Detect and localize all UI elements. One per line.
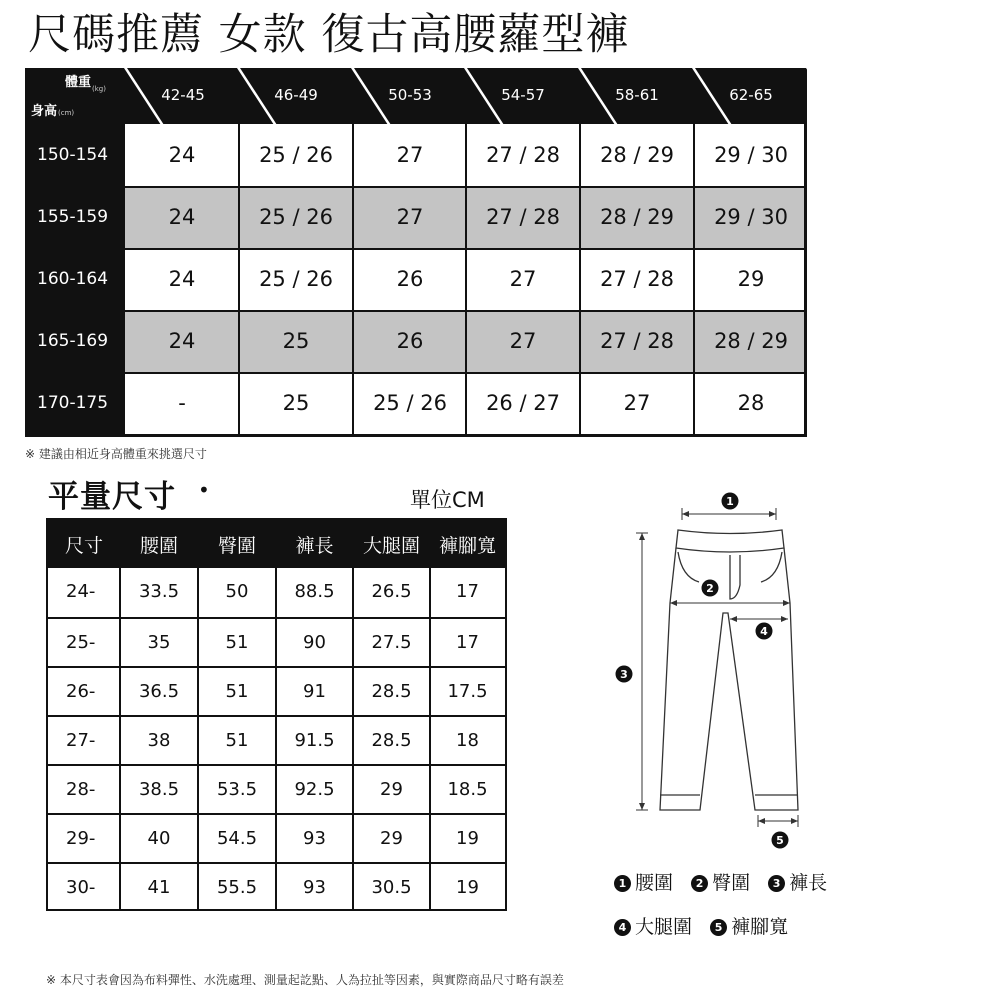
measurements-header [48,520,505,568]
legend-line-1 [614,868,827,895]
measurement-cell: 19 [456,877,479,898]
marker-1 [722,493,739,510]
measurement-cell: 27.5 [371,632,412,653]
measurement-cell: 51 [225,730,249,751]
measurement-cell: 30.5 [371,877,412,898]
weight-range-header: 50-53 [388,86,432,104]
measurement-cell: 38 [147,730,171,751]
pants-measurement-diagram [600,485,830,855]
measurement-column-header: 大腿圍 [362,534,420,557]
column-divider [275,568,277,909]
size-cell: 27 / 28 [579,310,693,372]
measurement-cell: 17 [456,632,479,653]
size-cell: 24 [168,267,196,291]
weight-unit-label: (kg) [92,85,106,93]
measurement-cell: 25- [66,632,96,653]
svg-text:4: 4 [760,625,768,638]
size-recommendation-table [25,68,807,437]
weight-range-header: 62-65 [729,86,773,104]
recommendation-row [25,310,807,372]
recommendation-row [25,248,807,310]
measurement-cell: 27- [66,730,96,751]
size-cell: 28 [693,372,807,434]
size-cell: 25 [238,310,352,372]
svg-text:2: 2 [706,582,714,595]
measurement-cell: 53.5 [216,779,258,800]
marker-5 [772,832,789,849]
size-cell: 29 [693,248,807,310]
page-title: 尺碼推薦 女款 復古高腰蘿型褲 [28,10,630,60]
measurement-cell: 93 [303,877,326,898]
size-cell: 29 / 30 [693,186,807,248]
weight-range-header: 58-61 [615,86,659,104]
title-dot: • [198,478,210,502]
measurements-table [46,518,507,911]
size-cell: 24 [125,310,239,372]
measurement-cell: 17 [456,581,479,602]
measurement-cell: 29- [66,828,96,849]
table-border [804,124,807,437]
column-divider [119,568,121,909]
size-cell: 25 / 26 [238,124,352,186]
measurement-cell: 29 [380,828,403,849]
measurement-cell: 88.5 [294,581,335,602]
recommendation-row [25,372,807,434]
size-cell: 27 [352,186,466,248]
measurement-cell: 93 [303,828,326,849]
size-cell: 27 / 28 [579,248,693,310]
measurement-column-header: 尺寸 [64,534,103,557]
size-cell: 26 / 27 [465,372,579,434]
footer-note: ※ 本尺寸表會因為布料彈性、水洗處理、測量起訖點、人為拉扯等因素，與實際商品尺寸略有誤差 [46,973,564,987]
unit-label: 單位CM [410,488,485,512]
measurements-title: 平量尺寸 [48,479,176,515]
measurement-cell: 28.5 [371,730,412,751]
size-cell: 26 [352,248,466,310]
measurement-cell: 51 [225,681,249,702]
measurement-column-header: 臀圍 [217,534,256,557]
weight-axis-label: 體重 [65,75,92,90]
measurement-cell: 92.5 [294,779,335,800]
height-range-cell: 170-175 [25,372,125,434]
weight-range-header: 46-49 [274,86,318,104]
size-cell: 27 / 28 [465,124,579,186]
measurement-cell: 28- [66,779,96,800]
svg-text:5: 5 [776,834,784,847]
size-cell: 25 / 26 [238,248,352,310]
row-divider [125,248,807,250]
legend-item-thigh: 4 大腿圍 [614,916,692,938]
size-cell: 29 / 30 [693,124,807,186]
measurement-cell: 26.5 [371,581,412,602]
measurement-cell: 51 [225,632,249,653]
size-cell: 28 / 29 [579,186,693,248]
svg-text:1: 1 [726,495,734,508]
size-cell: 24 [168,143,196,167]
measurement-column-header: 褲腳寬 [438,534,496,557]
row-divider [125,186,807,188]
marker-3 [616,666,633,683]
measurement-cell: 33.5 [138,581,180,602]
measurement-cell: 40 [147,828,171,849]
measurement-cell: 26- [66,681,96,702]
size-cell: 27 [352,124,466,186]
height-range-cell: 150-154 [25,124,125,186]
size-cell: 26 [352,310,466,372]
selection-note: ※ 建議由相近身高體重來挑選尺寸 [25,447,207,461]
recommendation-row [25,124,807,186]
measurement-cell: 36.5 [138,681,180,702]
column-divider [429,568,431,909]
measurement-column-header: 褲長 [295,534,334,557]
measurement-cell: 55.5 [216,877,258,898]
table-border [25,434,807,437]
measurement-cell: 17.5 [447,681,488,702]
size-cell: 28 / 29 [579,124,693,186]
marker-2 [702,580,719,597]
row-divider [125,310,807,312]
measurement-cell: 38.5 [138,779,180,800]
size-cell: 27 / 28 [465,186,579,248]
recommendation-row [25,186,807,248]
size-cell: 24 [125,186,239,248]
size-cell: 25 / 26 [238,186,352,248]
height-range-cell: 155-159 [25,186,125,248]
column-divider [197,568,199,909]
measurement-cell: 30- [66,877,96,898]
measurement-cell: 18 [456,730,479,751]
height-unit-label: (cm) [58,109,75,117]
column-divider [352,568,354,909]
measurement-cell: 90 [303,632,326,653]
size-cell: 27 [465,248,579,310]
measurement-cell: 29 [380,779,403,800]
marker-4 [756,623,773,640]
legend-item-length: 3 褲長 [768,872,827,894]
header-separator [806,68,807,124]
legend-item-waist: 1 腰圍 [614,872,673,894]
height-range-cell: 165-169 [25,310,125,372]
height-axis-label: 身高 [31,104,58,119]
legend-line-2 [614,912,788,939]
weight-range-header: 54-57 [501,86,545,104]
measurement-cell: 41 [147,877,171,898]
measurement-column-header: 腰圍 [139,534,178,557]
measurement-cell: 28.5 [371,681,412,702]
measurement-cell: 18.5 [447,779,488,800]
measurement-cell: 24- [66,581,96,602]
size-cell: 25 [238,372,352,434]
measurement-cell: 19 [456,828,479,849]
legend-item-hem: 5 褲腳寬 [710,916,788,938]
size-cell: - [178,391,186,415]
measurement-cell: 91 [303,681,326,702]
measurement-cell: 91.5 [294,730,335,751]
measurement-cell: 35 [147,632,171,653]
row-divider [125,372,807,374]
measurement-cell: 50 [225,581,249,602]
size-cell: 27 [465,310,579,372]
legend-item-hip: 2 臀圍 [691,872,750,894]
measurement-cell: 54.5 [216,828,258,849]
recommendation-header [25,68,807,124]
svg-text:3: 3 [620,668,628,681]
size-cell: 25 / 26 [352,372,466,434]
size-cell: 28 / 29 [693,310,807,372]
weight-range-header: 42-45 [161,86,205,104]
size-cell: 27 [579,372,693,434]
height-range-cell: 160-164 [25,248,125,310]
